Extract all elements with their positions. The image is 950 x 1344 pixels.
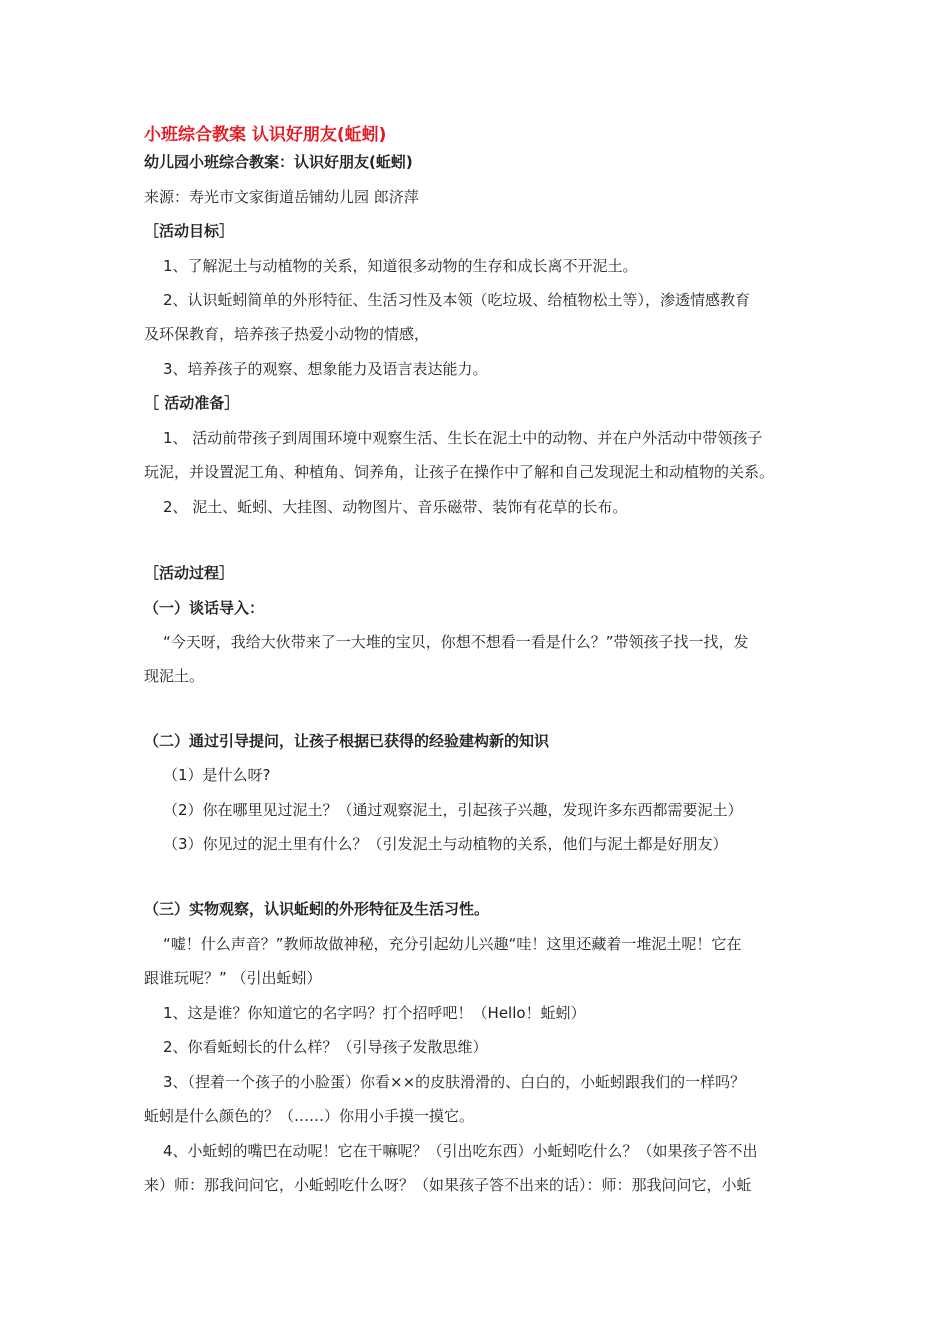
process-heading: ［活动过程］ [144, 564, 235, 582]
goal-item-2-cont: 及环保教育，培养孩子热爱小动物的情感， [144, 325, 430, 343]
part2-line-1: （1）是什么呀? [163, 766, 271, 784]
doc-source: 来源：寿光市文家街道岳铺幼儿园 郎济萍 [144, 188, 419, 206]
part1-line-1: “今天呀，我给大伙带来了一大堆的宝贝，你想不想看一看是什么？”带领孩子找一找，发 [163, 633, 749, 651]
goal-item-3: 3、培养孩子的观察、想象能力及语言表达能力。 [163, 360, 488, 378]
part3-line-5: 3、（捏着一个孩子的小脸蛋）你看××的皮肤滑滑的、白白的，小蚯蚓跟我们的一样吗？ [163, 1073, 746, 1091]
part2-heading: （二）通过引导提问，让孩子根据已获得的经验建构新的知识 [144, 732, 550, 750]
prep-heading: ［ 活动准备］ [144, 394, 240, 412]
prep-item-2: 2、 泥土、蚯蚓、大挂图、动物图片、音乐磁带、装饰有花草的长布。 [163, 498, 628, 516]
part3-line-1: “嘘！什么声音？”教师故做神秘，充分引起幼儿兴趣“哇！这里还藏着一堆泥土呢！它在 [163, 935, 742, 953]
part3-heading: （三）实物观察，认识蚯蚓的外形特征及生活习性。 [144, 900, 490, 918]
part3-line-3: 1、这是谁？你知道它的名字吗？打个招呼吧！（Hello！蚯蚓） [163, 1004, 586, 1022]
part3-line-2: 跟谁玩呢？” （引出蚯蚓） [144, 969, 322, 987]
goal-item-2: 2、认识蚯蚓简单的外形特征、生活习性及本领（吃垃圾、给植物松土等），渗透情感教育 [163, 291, 751, 309]
part2-line-2: （2）你在哪里见过泥土？（通过观察泥土，引起孩子兴趣，发现许多东西都需要泥土） [163, 801, 743, 819]
goals-heading: ［活动目标］ [144, 222, 235, 240]
part3-line-4: 2、你看蚯蚓长的什么样？（引导孩子发散思维） [163, 1038, 488, 1056]
part3-line-7: 4、小蚯蚓的嘴巴在动呢！它在干嘛呢？（引出吃东西）小蚯蚓吃什么？（如果孩子答不出 [163, 1142, 758, 1160]
prep-item-1: 1、 活动前带孩子到周围环境中观察生活、生长在泥土中的动物、并在户外活动中带领孩子 [163, 429, 763, 447]
goal-item-1: 1、了解泥土与动植物的关系，知道很多动物的生存和成长离不开泥土。 [163, 257, 638, 275]
part3-line-8: 来）师：那我问问它，小蚯蚓吃什么呀？（如果孩子答不出来的话）：师：那我问问它，小蚯 [144, 1176, 752, 1194]
part1-heading: （一）谈话导入： [144, 599, 265, 617]
part3-line-6: 蚯蚓是什么颜色的？（……）你用小手摸一摸它。 [144, 1107, 475, 1125]
prep-item-1-cont: 玩泥，并设置泥工角、种植角、饲养角，让孩子在操作中了解和自己发现泥土和动植物的关系。 [144, 463, 775, 481]
doc-title: 小班综合教案 认识好朋友(蚯蚓) [144, 125, 387, 145]
part1-line-2: 现泥土。 [144, 667, 205, 685]
doc-subtitle: 幼儿园小班综合教案：认识好朋友(蚯蚓) [144, 153, 413, 171]
part2-line-3: （3）你见过的泥土里有什么？（引发泥土与动植物的关系，他们与泥土都是好朋友） [163, 835, 728, 853]
